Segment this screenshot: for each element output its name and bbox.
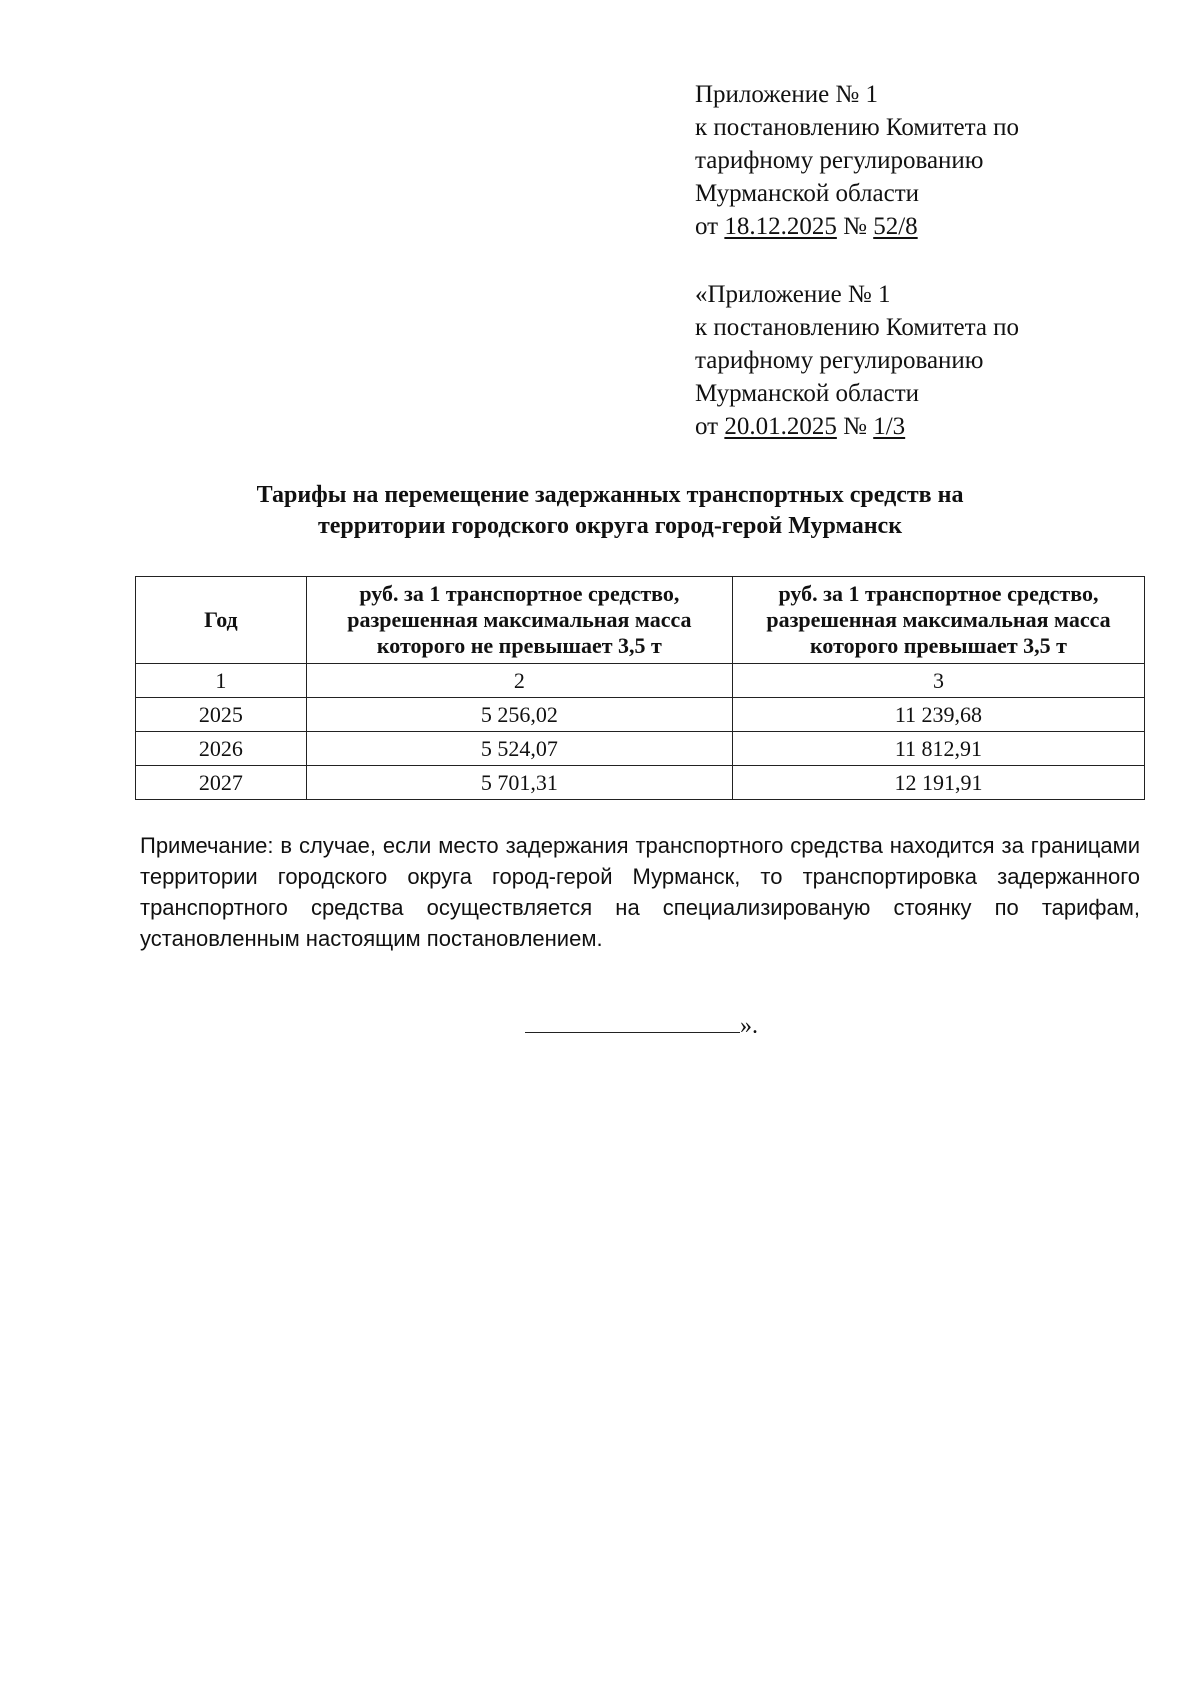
year-cell: 2026 bbox=[136, 732, 307, 766]
tariff-heavy-cell: 11 812,91 bbox=[732, 732, 1144, 766]
table-header-row bbox=[136, 577, 1145, 664]
closing-line bbox=[525, 1010, 758, 1041]
column-number-row bbox=[136, 664, 1145, 698]
date-prefix: от bbox=[695, 213, 725, 240]
table-row bbox=[136, 698, 1145, 732]
appendix-date-line bbox=[695, 210, 1019, 243]
tariff-light-cell: 5 701,31 bbox=[306, 766, 732, 800]
appendix-line: «Приложение № 1 bbox=[695, 281, 891, 308]
appendix-line: Мурманской области bbox=[695, 380, 920, 407]
title-line: Тарифы на перемещение задержанных транспортных средств на bbox=[256, 482, 964, 508]
number-prefix: № bbox=[836, 213, 874, 240]
tariff-light-cell: 5 256,02 bbox=[306, 698, 732, 732]
tariff-table bbox=[135, 576, 1145, 800]
year-cell: 2027 bbox=[136, 766, 307, 800]
date-prefix: от bbox=[695, 413, 725, 440]
tariff-heavy-cell: 12 191,91 bbox=[732, 766, 1144, 800]
appendix-date-line bbox=[695, 410, 1019, 443]
title-line: территории городского округа город-герой Мурманск bbox=[317, 513, 903, 539]
resolution-date: 20.01.2025 bbox=[724, 413, 837, 440]
header-heavy-vehicle: руб. за 1 транспортное средство, разрешенная максимальная масса которого превышает 3,5 т bbox=[732, 577, 1144, 664]
header-year: Год bbox=[136, 577, 307, 664]
signature-underline bbox=[525, 1010, 740, 1033]
appendix-line: Мурманской области bbox=[695, 180, 920, 207]
year-cell: 2025 bbox=[136, 698, 307, 732]
column-number: 1 bbox=[136, 664, 307, 698]
table-row bbox=[136, 732, 1145, 766]
appendix-header-current bbox=[695, 78, 1019, 243]
resolution-number: 52/8 bbox=[873, 213, 918, 240]
appendix-header-previous bbox=[695, 278, 1019, 443]
appendix-line: тарифному регулированию bbox=[695, 147, 984, 174]
column-number: 2 bbox=[306, 664, 732, 698]
resolution-date: 18.12.2025 bbox=[724, 213, 837, 240]
appendix-line: Приложение № 1 bbox=[695, 81, 879, 108]
appendix-line: к постановлению Комитета по bbox=[695, 114, 1020, 141]
column-number: 3 bbox=[732, 664, 1144, 698]
header-light-vehicle: руб. за 1 транспортное средство, разрешенная максимальная масса которого не превышает 3,5 т bbox=[306, 577, 732, 664]
appendix-line: к постановлению Комитета по bbox=[695, 314, 1020, 341]
resolution-number: 1/3 bbox=[873, 413, 906, 440]
note-paragraph: Примечание: в случае, если место задержания транспортного средства находится за границами территории городского округа город-герой Мурманск, то транспортировка задержанного транспортного средства осуществляется на специализированую стоянку по тарифам, установленным настоящим постановлением. bbox=[140, 833, 1140, 951]
tariff-heavy-cell: 11 239,68 bbox=[732, 698, 1144, 732]
appendix-line: тарифному регулированию bbox=[695, 347, 984, 374]
table-row bbox=[136, 766, 1145, 800]
document-title bbox=[130, 480, 1090, 542]
tariff-light-cell: 5 524,07 bbox=[306, 732, 732, 766]
number-prefix: № bbox=[836, 413, 874, 440]
closing-quote-mark: ». bbox=[740, 1013, 758, 1039]
